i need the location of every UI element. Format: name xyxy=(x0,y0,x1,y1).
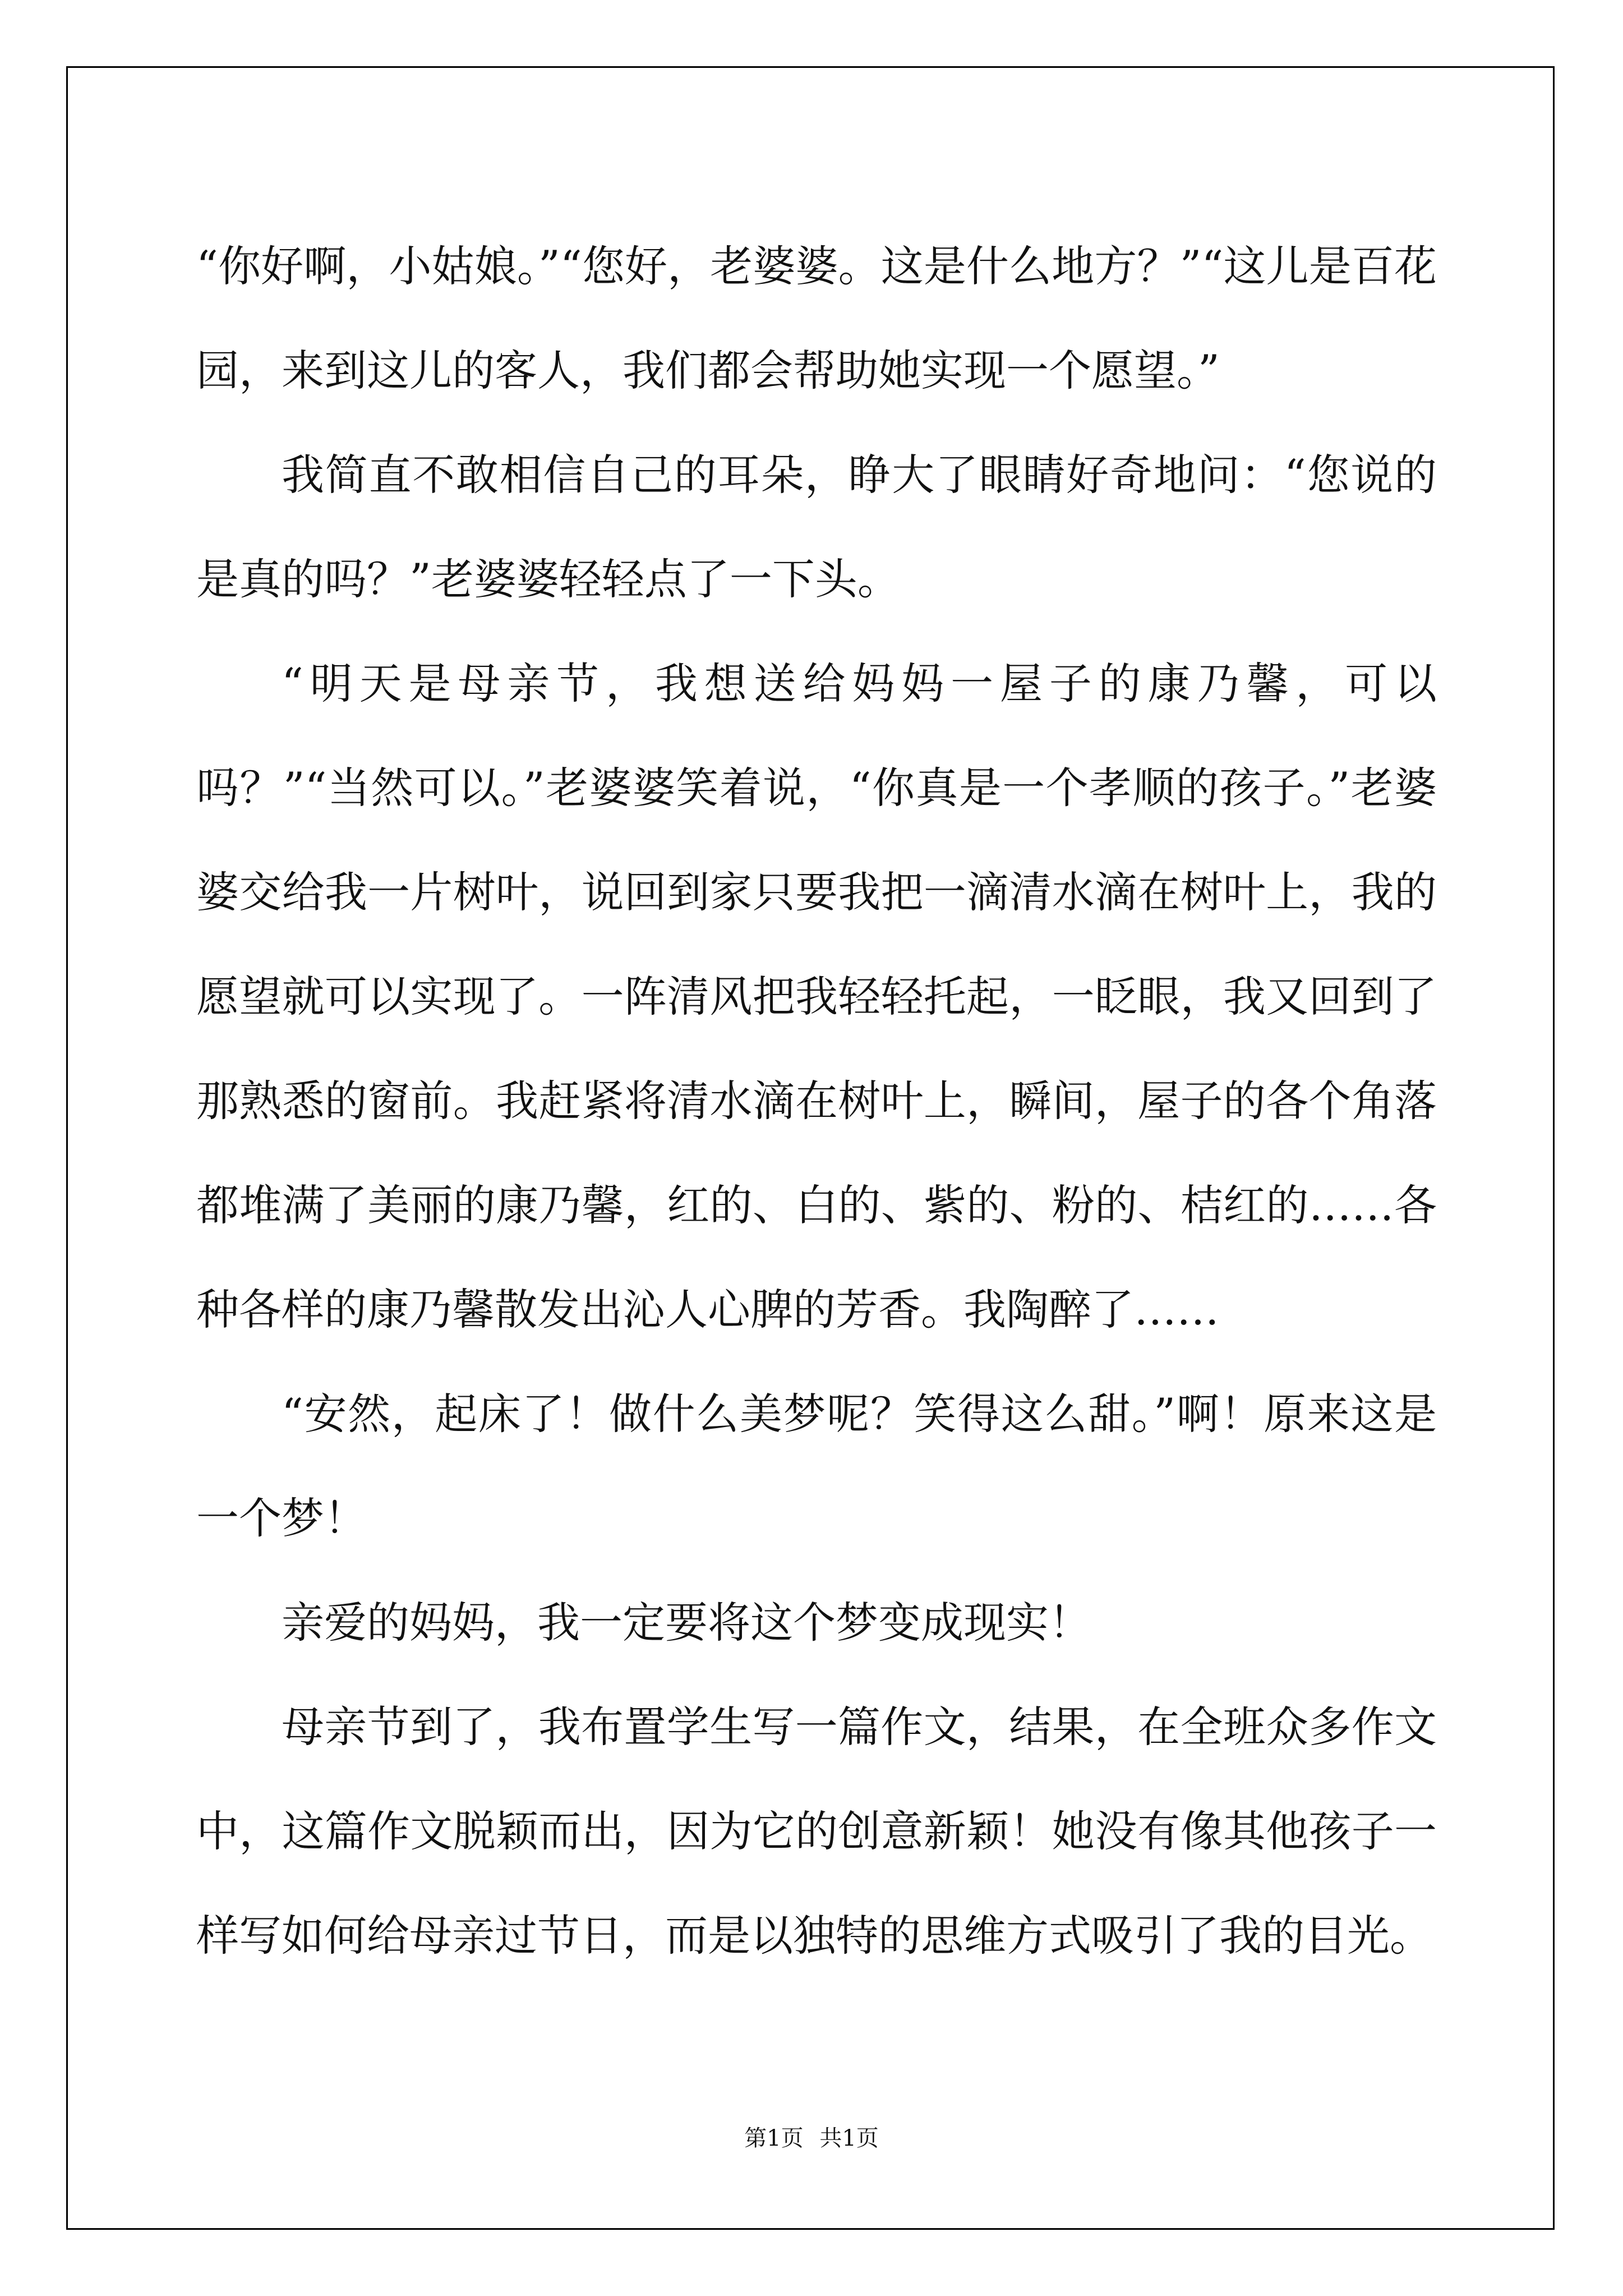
paragraph-2: 我简直不敢相信自己的耳朵，睁大了眼睛好奇地问：“您说的是真的吗？”老婆婆轻轻点了一下头。 xyxy=(196,450,1437,604)
paragraph-1: “你好啊，小姑娘。”“您好，老婆婆。这是什么地方？”“这儿是百花园，来到这儿的客人，我们都会帮助她实现一个愿望。” xyxy=(196,241,1437,395)
page-number: 第1页 xyxy=(744,2125,804,2151)
page-footer xyxy=(0,2120,1623,2152)
paragraph-3: “明天是母亲节，我想送给妈妈一屋子的康乃馨，可以吗？”“当然可以。”老婆婆笑着说，“你真是一个孝顺的孩子。”老婆婆交给我一片树叶，说回到家只要我把一滴清水滴在树叶上，我的愿望就可以实现了。一阵清风把我轻轻托起，一眨眼，我又回到了那熟悉的窗前。我赶紧将清水滴在树叶上，瞬间，屋子的各个角落都堆满了美丽的康乃馨，红的、白的、紫的、粉的、桔红的……各种各样的康乃馨散发出沁人心脾的芳香。我陶醉了…… xyxy=(196,659,1437,1335)
page-total: 共1页 xyxy=(819,2125,879,2151)
paragraph-6: 母亲节到了，我布置学生写一篇作文，结果，在全班众多作文中，这篇作文脱颖而出，因为它的创意新颖！她没有像其他孩子一样写如何给母亲过节日，而是以独特的思维方式吸引了我的目光。 xyxy=(196,1702,1437,1961)
paragraph-5: 亲爱的妈妈，我一定要将这个梦变成现实！ xyxy=(282,1598,1091,1648)
paragraph-4: “安然，起床了！做什么美梦呢？笑得这么甜。”啊！原来这是一个梦！ xyxy=(196,1389,1437,1543)
document-body xyxy=(196,214,1437,1988)
